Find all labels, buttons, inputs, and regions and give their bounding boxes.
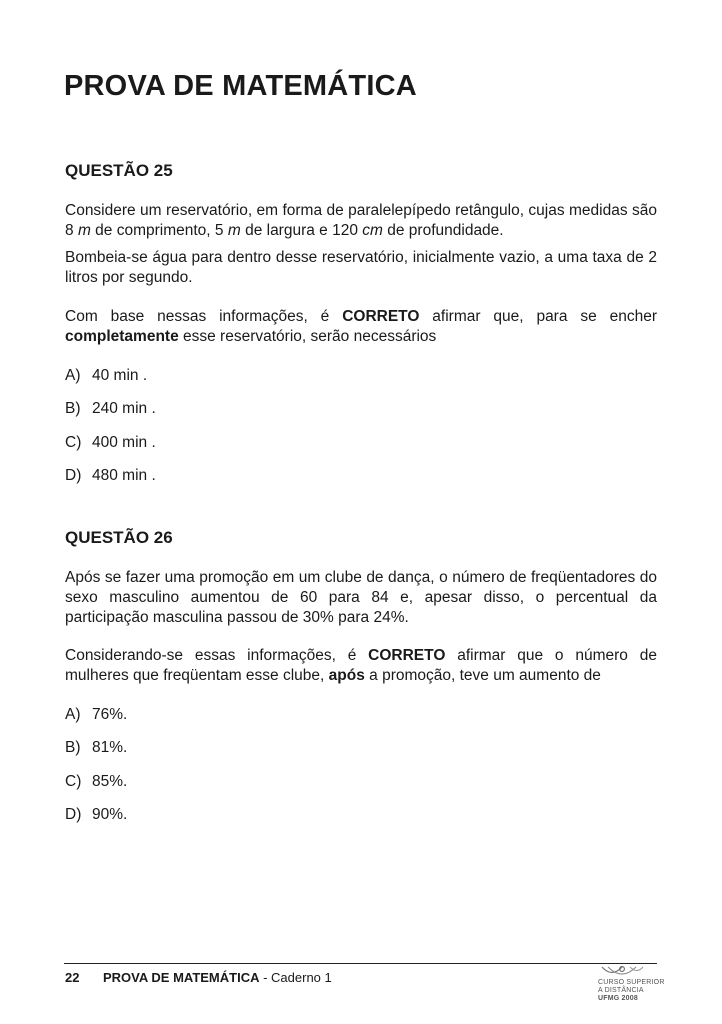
question-25-option-a[interactable] <box>65 366 147 386</box>
ufmg-logo <box>598 965 665 1015</box>
option-text: 90%. <box>92 806 128 823</box>
footer-exam-title: PROVA DE MATEMÁTICA - Caderno 1 <box>103 970 332 985</box>
question-26-heading: QUESTÃO 26 <box>65 528 173 547</box>
option-letter: B) <box>65 400 81 417</box>
page-title: PROVA DE MATEMÁTICA <box>64 70 417 102</box>
logo-line-1: CURSO SUPERIOR <box>598 979 665 986</box>
option-letter: C) <box>65 434 82 451</box>
logo-emblem-icon <box>600 965 644 979</box>
option-text: 480 min . <box>92 467 156 484</box>
option-letter: D) <box>65 467 82 484</box>
question-26-option-a[interactable] <box>65 705 127 725</box>
question-26-paragraph-2: Considerando-se essas informações, é CORRETO afirmar que o número de mulheres que freqüentam esse clube, após a promoção, teve um aumento de <box>65 647 657 684</box>
question-25-option-c[interactable] <box>65 433 156 453</box>
option-letter: B) <box>65 739 81 756</box>
question-26-paragraph-1: Após se fazer uma promoção em um clube de dança, o número de freqüentadores do sexo masculino aumentou de 60 para 84 e, apesar disso, o percentual da participação masculina passou de 30% para 24%. <box>65 569 657 626</box>
option-text: 85%. <box>92 773 128 790</box>
question-25-paragraph-1: Considere um reservatório, em forma de paralelepípedo retângulo, cujas medidas são 8 m de comprimento, 5 m de largura e 120 cm de profundidade. <box>65 202 657 239</box>
option-letter: D) <box>65 806 82 823</box>
option-letter: A) <box>65 367 81 384</box>
page-number: 22 <box>65 970 80 985</box>
question-26-option-c[interactable] <box>65 772 127 792</box>
question-26-option-b[interactable] <box>65 738 127 758</box>
logo-line-2: A DISTÂNCIA <box>598 987 644 994</box>
option-text: 40 min . <box>92 367 148 384</box>
question-25-paragraph-3: Com base nessas informações, é CORRETO afirmar que, para se encher completamente esse reservatório, serão necessários <box>65 308 657 345</box>
question-25-heading: QUESTÃO 25 <box>65 161 173 180</box>
option-text: 81%. <box>92 739 128 756</box>
question-25-paragraph-2: Bombeia-se água para dentro desse reservatório, inicialmente vazio, a uma taxa de 2 litros por segundo. <box>65 249 657 286</box>
option-letter: C) <box>65 773 82 790</box>
option-text: 400 min . <box>92 434 156 451</box>
question-25-option-d[interactable] <box>65 466 156 486</box>
question-25-option-b[interactable] <box>65 399 156 419</box>
logo-line-3: UFMG 2008 <box>598 995 638 1002</box>
option-text: 240 min . <box>92 400 156 417</box>
question-26-option-d[interactable] <box>65 805 127 825</box>
option-letter: A) <box>65 706 81 723</box>
option-text: 76%. <box>92 706 128 723</box>
footer-rule <box>64 963 657 964</box>
